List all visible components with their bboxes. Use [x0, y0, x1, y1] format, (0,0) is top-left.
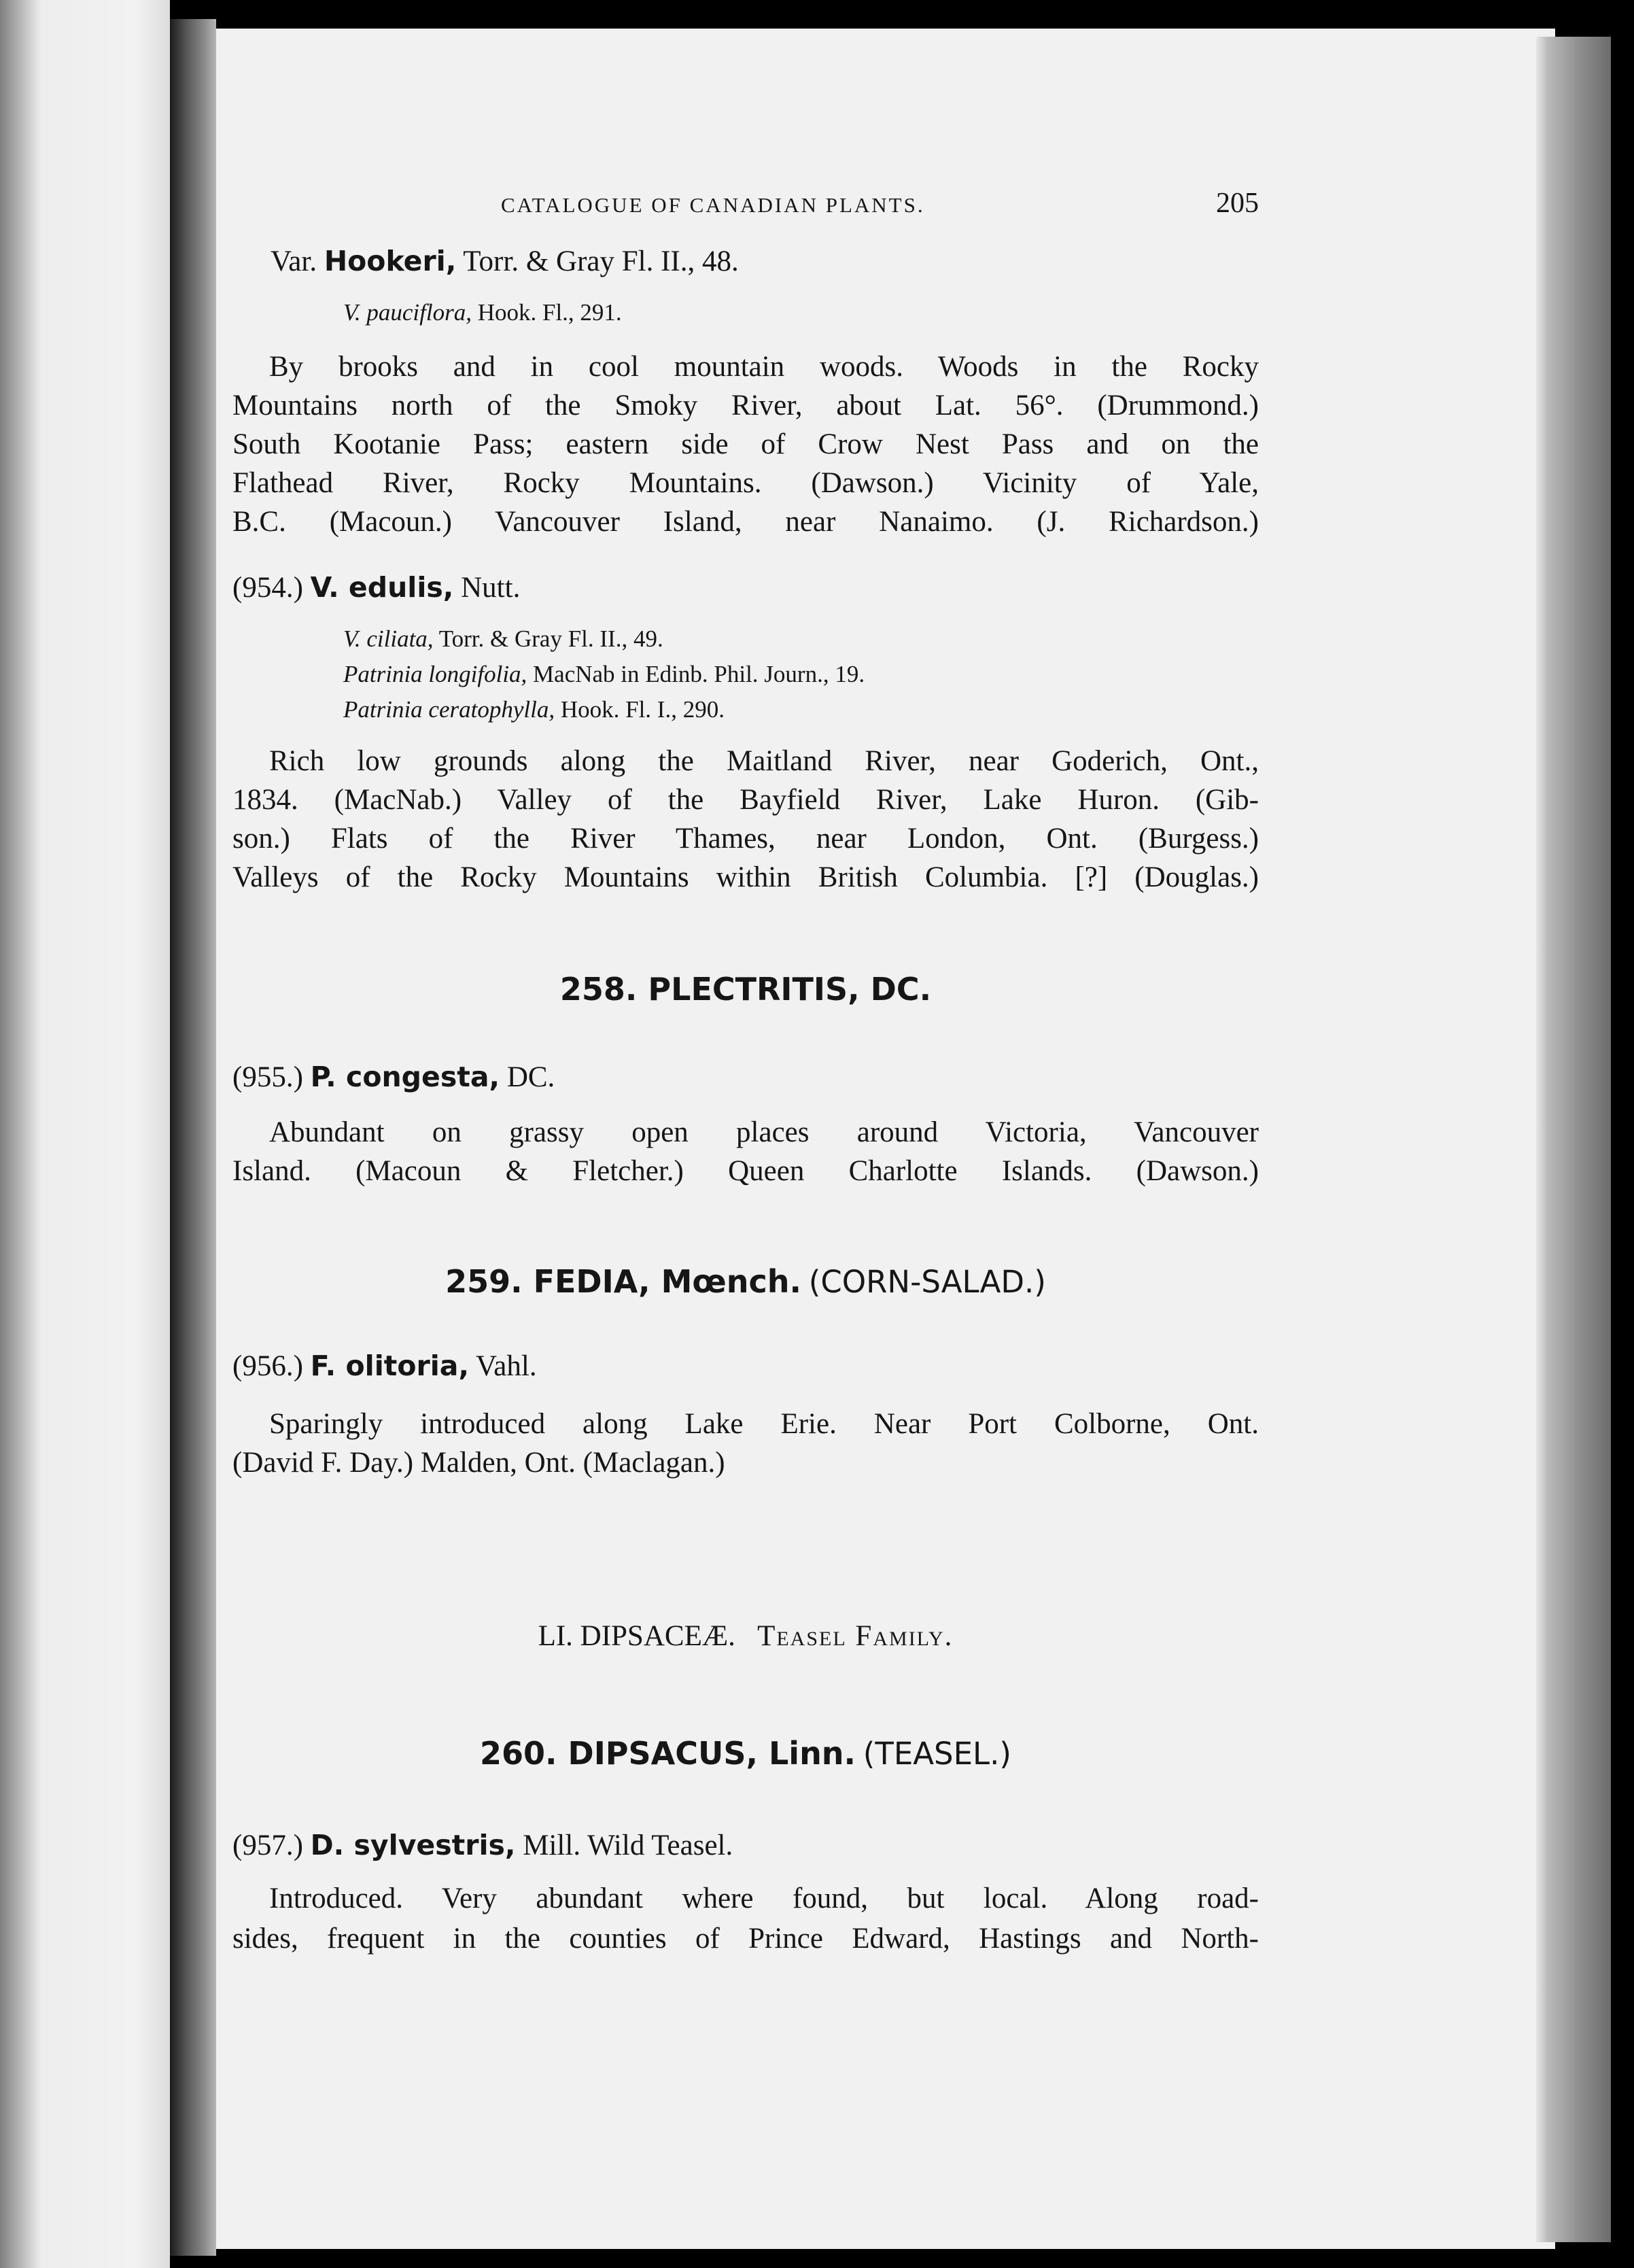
- synonym-citation: Hook. Fl., 291.: [477, 299, 622, 326]
- synonym-name: V. pauciflora,: [343, 299, 472, 326]
- paragraph-line: sides, frequent in the counties of Prince Edward, Hastings and North-: [232, 1923, 1259, 1955]
- synonym-name: V. ciliata,: [343, 625, 434, 652]
- species-author: Mill.: [523, 1829, 581, 1861]
- synonym-name: Patrinia ceratophylla,: [343, 696, 555, 723]
- species-name: F. olitoria,: [310, 1350, 470, 1382]
- variety-hookeri-entry: [271, 245, 739, 278]
- variety-synonym: [343, 299, 622, 326]
- species-name: P. congesta,: [310, 1061, 500, 1093]
- genus-heading-text: 260. DIPSACUS, Linn.: [480, 1735, 856, 1772]
- synonym-line: [343, 661, 865, 688]
- paragraph-line: Mountains north of the Smoky River, about Lat. 56°. (Drummond.): [232, 390, 1259, 422]
- adjacent-page-margin: [0, 0, 170, 2268]
- genus-common-name: (TEASEL.): [863, 1736, 1011, 1772]
- synonym-line: [343, 696, 725, 723]
- paragraph-line: son.) Flats of the River Thames, near London, Ont. (Burgess.): [232, 823, 1259, 855]
- species-author: Nutt.: [461, 572, 521, 604]
- paragraph-line: Island. (Macoun & Fletcher.) Queen Charlotte Islands. (Dawson.): [232, 1155, 1259, 1187]
- running-title: CATALOGUE OF CANADIAN PLANTS.: [501, 193, 925, 217]
- paragraph-line: Introduced. Very abundant where found, but local. Along road-: [269, 1883, 1259, 1914]
- page-number: 205: [1216, 188, 1259, 219]
- paragraph-line: (David F. Day.) Malden, Ont. (Maclagan.): [232, 1447, 725, 1479]
- species-955-entry: [232, 1061, 555, 1094]
- species-name: V. edulis,: [310, 571, 454, 604]
- synonym-line: [343, 625, 663, 653]
- genus-heading-text: 259. FEDIA, Mœnch.: [445, 1263, 802, 1300]
- family-title: LI. DIPSACEÆ.: [538, 1620, 735, 1652]
- synonym-citation: Hook. Fl. I., 290.: [560, 696, 725, 723]
- species-common-name: Wild Teasel.: [587, 1829, 733, 1861]
- paragraph-line: 1834. (MacNab.) Valley of the Bayfield River, Lake Huron. (Gib-: [232, 784, 1259, 816]
- genus-258-heading: [232, 971, 1259, 1008]
- species-number: (955.): [232, 1061, 303, 1093]
- species-name: D. sylvestris,: [310, 1829, 516, 1861]
- genus-260-heading: [232, 1735, 1259, 1772]
- paragraph-line: Rich low grounds along the Maitland River, near Goderich, Ont.,: [269, 745, 1259, 777]
- family-heading: [232, 1619, 1259, 1653]
- genus-259-heading: [232, 1263, 1259, 1300]
- species-956-entry: [232, 1350, 537, 1383]
- species-author: Vahl.: [476, 1350, 537, 1382]
- genus-heading-text: 258. PLECTRITIS, DC.: [559, 971, 932, 1008]
- variety-citation: Torr. & Gray Fl. II., 48.: [463, 245, 739, 277]
- family-common-name: Teasel Family.: [757, 1620, 954, 1652]
- species-author: DC.: [506, 1061, 555, 1093]
- synonym-citation: MacNab in Edinb. Phil. Journ., 19.: [533, 661, 865, 687]
- paragraph-line: By brooks and in cool mountain woods. Woods in the Rocky: [269, 351, 1259, 383]
- species-number: (957.): [232, 1829, 303, 1861]
- synonym-citation: Torr. & Gray Fl. II., 49.: [438, 625, 663, 652]
- page-stack-edge: [1536, 37, 1611, 2242]
- species-957-entry: [232, 1829, 733, 1862]
- variety-prefix: Var.: [271, 245, 317, 277]
- paragraph-line: Abundant on grassy open places around Victoria, Vancouver: [269, 1116, 1259, 1148]
- book-gutter-shadow: [170, 19, 216, 2256]
- variety-name: Hookeri,: [324, 245, 457, 277]
- running-head-row: [232, 187, 1259, 220]
- genus-common-name: (CORN-SALAD.): [808, 1264, 1046, 1300]
- paragraph-line: Valleys of the Rocky Mountains within British Columbia. [?] (Douglas.): [232, 861, 1259, 893]
- paragraph-line: Sparingly introduced along Lake Erie. Near Port Colborne, Ont.: [269, 1408, 1259, 1440]
- paragraph-line: Flathead River, Rocky Mountains. (Dawson.) Vicinity of Yale,: [232, 467, 1259, 499]
- paragraph-line: B.C. (Macoun.) Vancouver Island, near Nanaimo. (J. Richardson.): [232, 506, 1259, 538]
- paragraph-line: South Kootanie Pass; eastern side of Crow Nest Pass and on the: [232, 428, 1259, 460]
- species-954-entry: [232, 571, 520, 604]
- species-number: (956.): [232, 1350, 303, 1382]
- synonym-name: Patrinia longifolia,: [343, 661, 527, 687]
- species-number: (954.): [232, 572, 303, 604]
